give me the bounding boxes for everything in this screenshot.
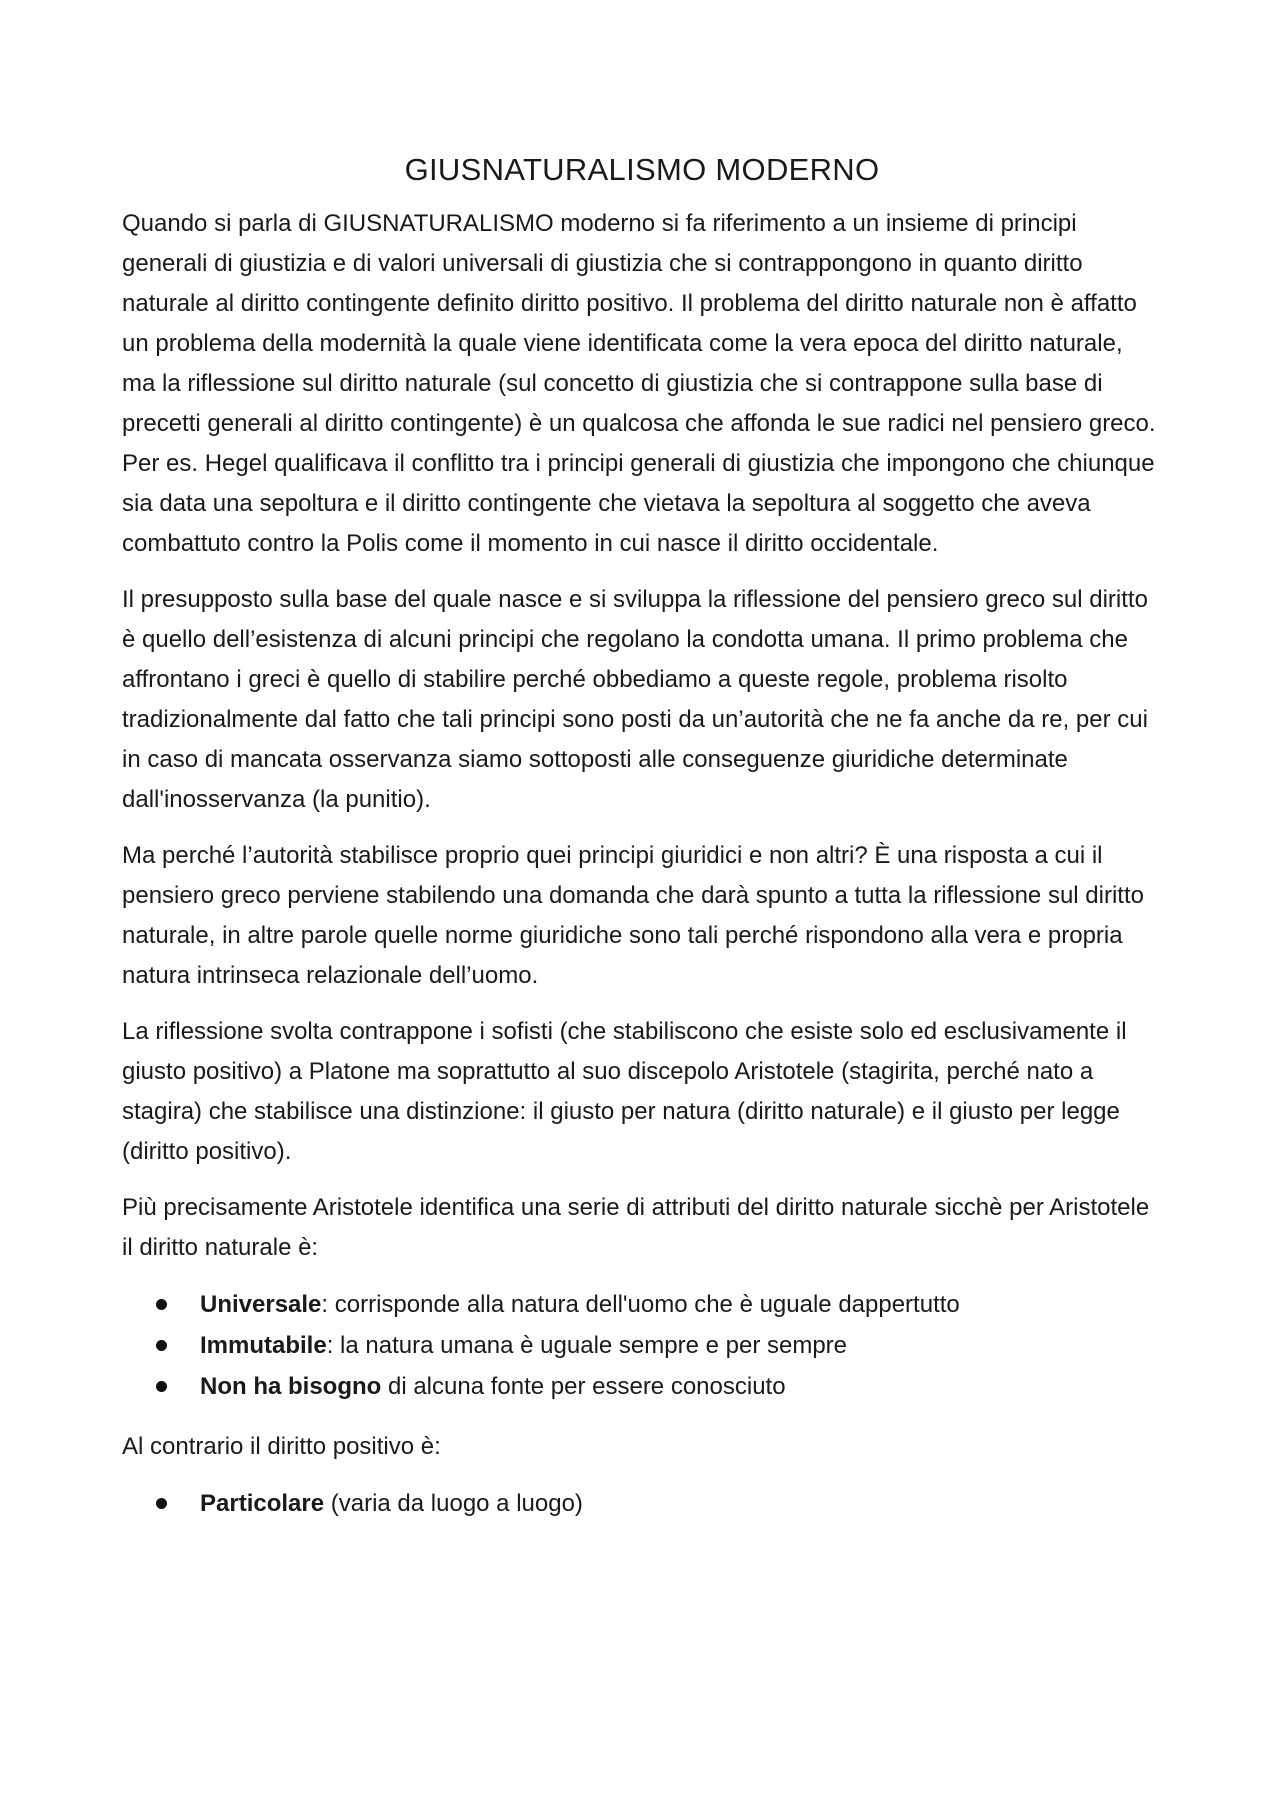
positive-law-attributes-list (122, 1483, 1162, 1524)
attribute-term: Non ha bisogno (200, 1373, 382, 1401)
paragraph-intro: Quando si parla di GIUSNATURALISMO moderno si fa riferimento a un insieme di principi generali di giustizia e di valori universali di giustizia che si contrappongono in quanto diritto naturale al diritto contingente definito diritto positivo. Il problema del diritto naturale non è affatto un problema della modernità la quale viene identificata come la vera epoca del diritto naturale, ma la riflessione sul diritto naturale (sul concetto di giustizia che si contrappone sulla base di precetti generali al diritto contingente) è un qualcosa che affonda le sue radici nel pensiero greco. Per es. Hegel qualificava il conflitto tra i principi generali di giustizia che impongono che chiunque sia data una sepoltura e il diritto contingente che vietava la sepoltura al soggetto che aveva combattuto contro la Polis come il momento in cui nasce il diritto occidentale. (122, 210, 1156, 558)
bullet-icon (156, 1340, 167, 1351)
attribute-description: : la natura umana è uguale sempre e per sempre (326, 1332, 848, 1360)
paragraph-positive-law-intro: Al contrario il diritto positivo è: (122, 1433, 441, 1461)
list-item (156, 1284, 1162, 1325)
document-page (122, 150, 1162, 1544)
list-item (156, 1325, 1162, 1366)
list-item (156, 1366, 1162, 1407)
attribute-term: Immutabile (200, 1332, 327, 1360)
list-item (156, 1483, 1162, 1524)
paragraph-greek-thought: Il presupposto sulla base del quale nasce e si sviluppa la riflessione del pensiero greco sul diritto è quello dell’esistenza di alcuni principi che regolano la condotta umana. Il primo problema che affrontano i greci è quello di stabilire perché obbediamo a queste regole, problema risolto tradizionalmente dal fatto che tali principi sono posti da un’autorità che ne fa anche da re, per cui in caso di mancata osservanza siamo sottoposti alle conseguenze giuridiche determinate dall'inosservanza (la punitio). (122, 586, 1148, 814)
paragraph-authority-question: Ma perché l’autorità stabilisce proprio quei principi giuridici e non altri? È una risposta a cui il pensiero greco perviene stabilendo una domanda che darà spunto a tutta la riflessione sul diritto naturale, in altre parole quelle norme giuridiche sono tali perché rispondono alla vera e propria natura intrinseca relazionale dell’uomo. (122, 842, 1144, 990)
paragraph-sophists-aristotle: La riflessione svolta contrappone i sofisti (che stabiliscono che esiste solo ed esclusivamente il giusto positivo) a Platone ma soprattutto al suo discepolo Aristotele (stagirita, perché nato a stagira) che stabilisce una distinzione: il giusto per natura (diritto naturale) e il giusto per legge (diritto positivo). (122, 1018, 1127, 1166)
bullet-icon (156, 1299, 167, 1310)
attribute-term: Universale (200, 1291, 322, 1319)
bullet-icon (156, 1498, 167, 1509)
document-title: GIUSNATURALISMO MODERNO (404, 152, 880, 187)
attribute-description: : corrisponde alla natura dell'uomo che è uguale dappertutto (321, 1291, 960, 1319)
paragraph-aristotle-attributes: Più precisamente Aristotele identifica una serie di attributi del diritto naturale sicchè per Aristotele il diritto naturale è: (122, 1194, 1150, 1262)
attribute-description: di alcuna fonte per essere conosciuto (381, 1373, 786, 1401)
natural-law-attributes-list (122, 1284, 1162, 1407)
bullet-icon (156, 1381, 167, 1392)
attribute-description: (varia da luogo a luogo) (324, 1490, 583, 1518)
attribute-term: Particolare (200, 1490, 325, 1518)
